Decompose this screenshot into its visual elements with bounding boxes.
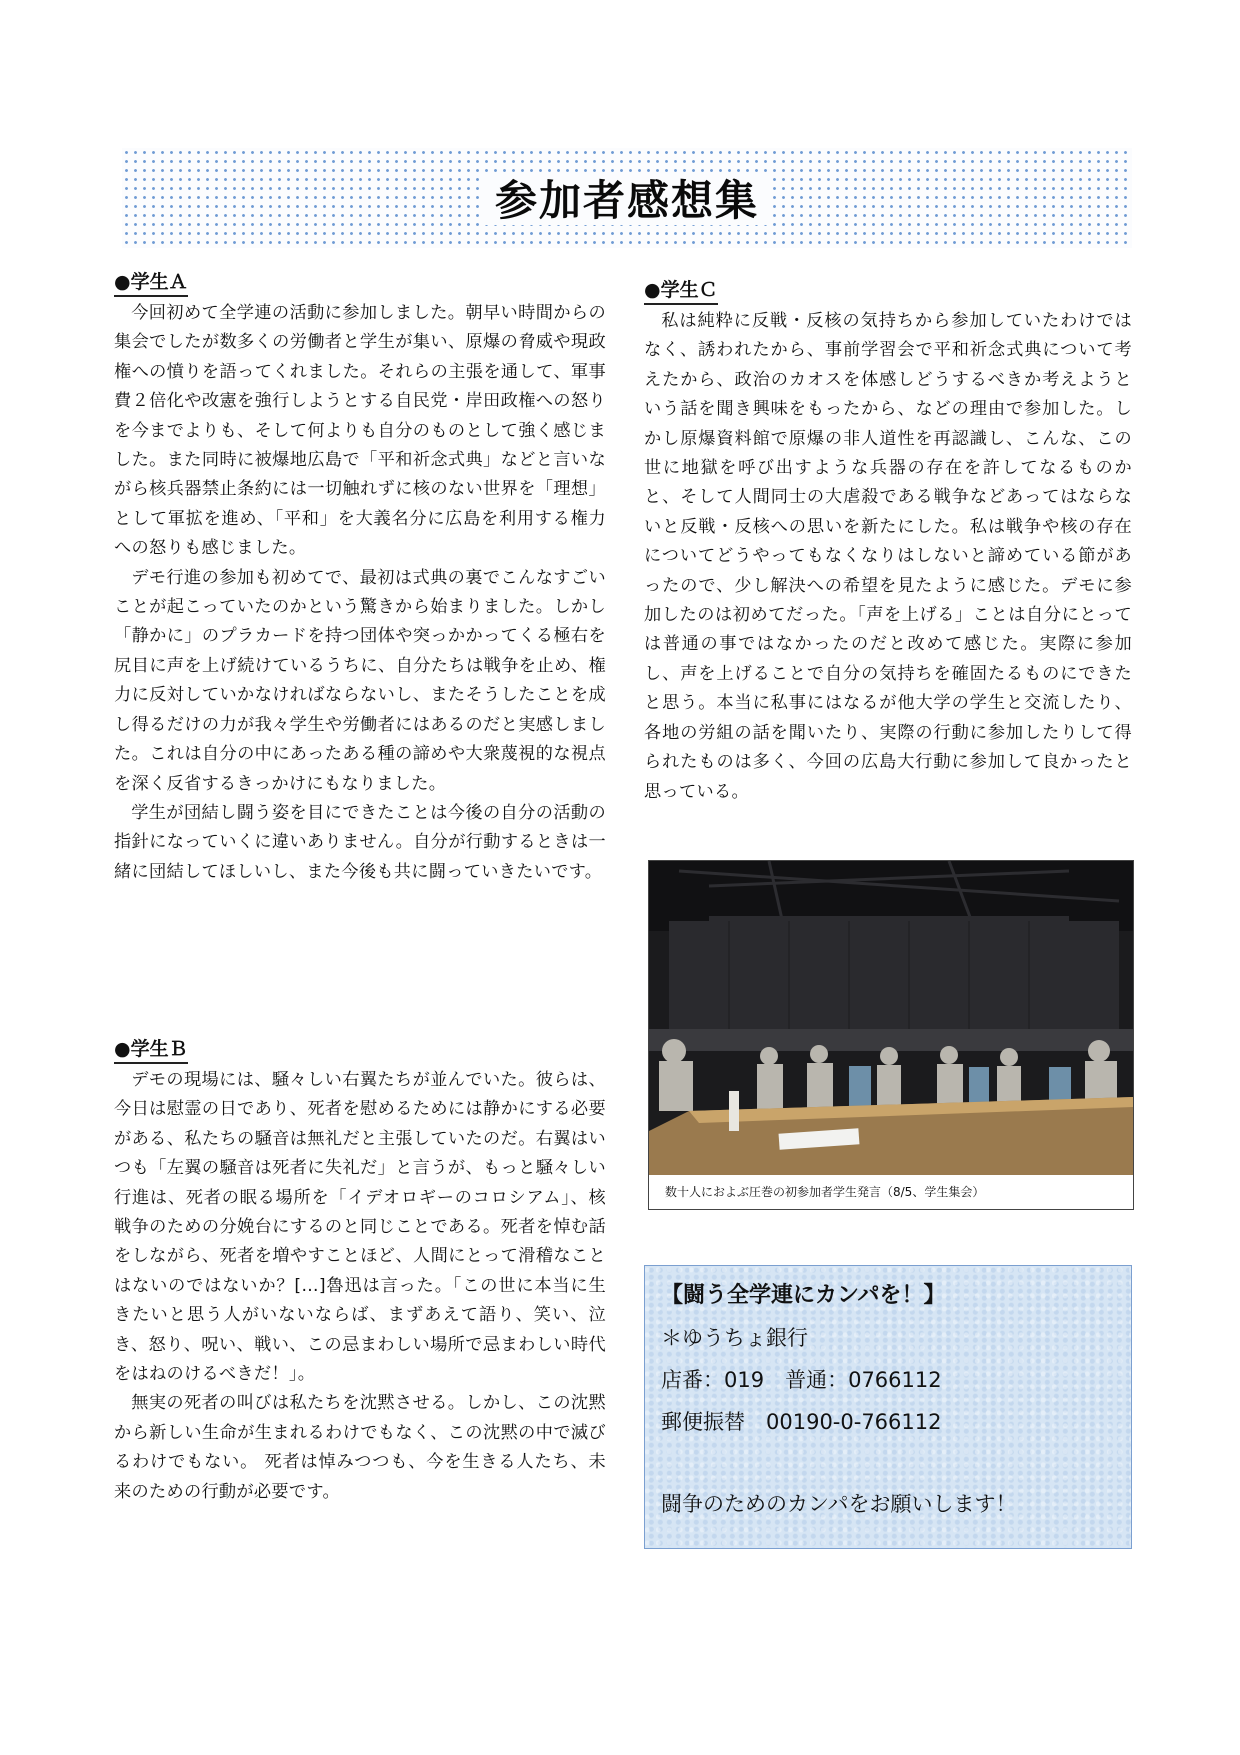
event-photo xyxy=(649,861,1133,1175)
page-title: 参加者感想集 xyxy=(481,176,773,225)
donation-postal: 郵便振替 00190-0-766112 xyxy=(661,1410,942,1434)
donation-bank: ＊ゆうちょ銀行 xyxy=(661,1326,808,1350)
photo-caption: 数十人におよぶ圧巻の初参加者学生発言（8/5、学生集会） xyxy=(665,1185,985,1199)
student-a-paragraph-1: 今回初めて全学連の活動に参加しました。朝早い時間からの集会でしたが数多くの労働者と学生が集い、原爆の脅威や現政権への憤りを語ってくれました。それらの主張を通して、軍事費２倍化や改憲を強行しようとする自民党・岸田政権への怒りを今までよりも、そして何よりも自分のものとして強く感じました。また同時に被爆地広島で「平和祈念式典」などと言いながら核兵器禁止条約には一切触れずに核のない世界を「理想」として軍拡を進め、「平和」を大義名分に広島を利用する権力への怒りも感じました。 xyxy=(114,303,606,559)
student-c-heading: ●学生Ｃ xyxy=(644,278,718,305)
student-b-paragraph-2: 無実の死者の叫びは私たちを沈黙させる。しかし、この沈黙から新しい生命が生まれるわけでもなく、この沈黙の中で滅びるわけでもない。 死者は悼みつつも、今を生きる人たち、未来のための行動が必要です。 xyxy=(114,1393,606,1502)
donation-appeal: 闘争のためのカンパをお願いします！ xyxy=(661,1492,1017,1516)
student-c-paragraph-1: 私は純粋に反戦・反核の気持ちから参加していたわけではなく、誘われたから、事前学習会で平和祈念式典について考えたから、政治のカオスを体感しどうするべきか考えようという話を聞き興味をもったから、などの理由で参加した。しかし原爆資料館で原爆の非人道性を再認識し、こんな、この世に地獄を呼び出すような兵器の存在を許してなるものかと、そして人間同士の大虐殺である戦争などあってはならないと反戦・反核への思いを新たにした。私は戦争や核の存在についてどうやってもなくなりはしないと諦めている節があったので、少し解決への希望を見たように感じた。デモに参加したのは初めてだった。「声を上げる」ことは自分にとっては普通の事ではなかったのだと改めて感じた。実際に参加し、声を上げることで自分の気持ちを確固たるものにできたと思う。本当に私事にはなるが他大学の学生と交流したり、各地の労組の話を聞いたり、実際の行動に参加したりして得られたものは多く、今回の広島大行動に参加して良かったと思っている。 xyxy=(644,311,1132,802)
student-a-text xyxy=(114,299,606,887)
donation-account: 店番：019 普通：0766112 xyxy=(661,1368,942,1392)
donation-title: 【闘う全学連にカンパを！】 xyxy=(661,1283,946,1308)
student-b-paragraph-1: デモの現場には、騒々しい右翼たちが並んでいた。彼らは、今日は慰霊の日であり、死者を慰めるためには静かにする必要がある、私たちの騒音は無礼だと主張していたのだ。右翼はいつも「左翼の騒音は死者に失礼だ」と言うが、もっと騒々しい行進は、死者の眠る場所を「イデオロギーのコロシアム」、核戦争のための分娩台にするのと同じことである。死者を悼む話をしながら、死者を増やすことほど、人間にとって滑稽なことはないのではないか？[…]魯迅は言った。「この世に本当に生きたいと思う人がいないならば、まずあえて語り、笑い、泣き、怒り、呪い、戦い、この忌まわしい場所で忌まわしい時代をはねのけるべきだ！」。 xyxy=(114,1070,606,1385)
student-a-paragraph-3: 学生が団結し闘う姿を目にできたことは今後の自分の活動の指針になっていくに違いありません。自分が行動するときは一緒に団結してほしいし、また今後も共に闘っていきたいです。 xyxy=(114,802,606,882)
event-photo-frame xyxy=(648,860,1134,1210)
student-b-heading: ●学生Ｂ xyxy=(114,1037,188,1064)
student-a-paragraph-2: デモ行進の参加も初めてで、最初は式典の裏でこんなすごいことが起こっていたのかという驚きから始まりました。しかし「静かに」のプラカードを持つ団体や突っかかってくる極右を尻目に声を上げ続けているうちに、自分たちは戦争を止め、権力に反対していかなければならないし、またそうしたことを成し得るだけの力が我々学生や労働者にはあるのだと実感しました。これは自分の中にあったある種の諦めや大衆蔑視的な視点を深く反省するきっかけにもなりました。 xyxy=(114,567,606,794)
student-a-heading: ●学生Ａ xyxy=(114,270,188,297)
student-c-text xyxy=(644,307,1132,807)
donation-box xyxy=(644,1265,1132,1549)
student-b-text xyxy=(114,1066,606,1507)
title-banner xyxy=(122,148,1132,248)
